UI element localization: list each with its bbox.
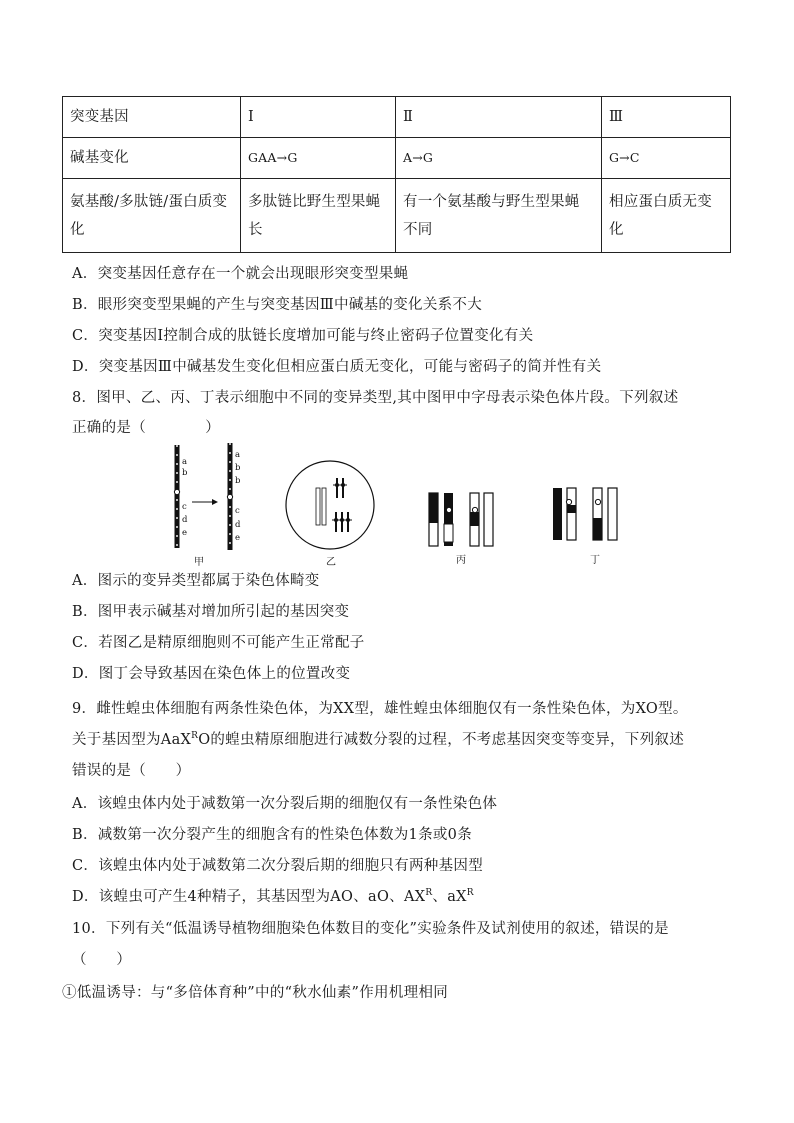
q7-option-b: B．眼形突变型果蝇的产生与突变基因Ⅲ中碱基的变化关系不大: [72, 297, 483, 313]
q10-item-1: ①低温诱导：与“多倍体育种”中的“秋水仙素”作用机理相同: [62, 985, 449, 1001]
q7-option-d: D．突变基因Ⅲ中碱基发生变化但相应蛋白质无变化，可能与密码子的简并性有关: [72, 359, 602, 375]
q9-option-a: A．该蝗虫体内处于减数第一次分裂后期的细胞仅有一条性染色体: [72, 796, 498, 812]
chromosomes-bing: [429, 493, 493, 546]
q7-option-c: C．突变基因Ⅰ控制合成的肽链长度增加可能与终止密码子位置变化有关: [72, 328, 534, 344]
table-cell: A→G: [396, 138, 602, 179]
chrom2-letter: a: [235, 450, 241, 460]
chromosome-jia-before: [174, 445, 179, 548]
mutation-table: [62, 96, 731, 253]
chrom2-letter: d: [235, 520, 241, 530]
table-cell: 氨基酸/多肽链/蛋白质变化: [63, 179, 241, 253]
chrom2-letter: e: [235, 533, 241, 543]
table-row: [63, 138, 731, 179]
q8-stem: 8．图甲、乙、丙、丁表示细胞中不同的变异类型,其中图甲中字母表示染色体片段。下列叙述: [72, 390, 679, 406]
q8-option-c: C．若图乙是精原细胞则不可能产生正常配子: [72, 635, 365, 651]
q9-stem-end: 错误的是（ ）: [72, 763, 191, 779]
q9-superscript: R: [425, 888, 433, 898]
table-cell: 碱基变化: [63, 138, 241, 179]
chrom2-letter: b: [235, 463, 241, 473]
table-cell: G→C: [602, 138, 731, 179]
q10-stem: 10．下列有关“低温诱导植物细胞染色体数目的变化”实验条件及试剂使用的叙述，错误的是: [72, 921, 669, 937]
label-bing: 丙: [456, 555, 466, 566]
cell-yi: [286, 461, 374, 549]
chrom2-letter: b: [235, 476, 241, 486]
q9-text: 、aX: [432, 889, 467, 905]
q9-option-c: C．该蝗虫体内处于减数第二次分裂后期的细胞只有两种基因型: [72, 858, 483, 874]
table-row: [63, 97, 731, 138]
q8-stem-cont: 正确的是（ ）: [72, 420, 220, 436]
q10-stem-cont: （ ）: [72, 952, 132, 968]
q8-option-a: A．图示的变异类型都属于染色体畸变: [72, 573, 320, 589]
chrom1-letter: b: [182, 468, 188, 478]
q9-text: 关于基因型为AaX: [72, 732, 192, 748]
table-cell: 突变基因: [63, 97, 241, 138]
chrom1-letter: c: [182, 502, 187, 512]
chromosomes-ding: [553, 488, 617, 540]
chrom1-letter: e: [182, 528, 188, 538]
chrom2-letter: c: [235, 506, 240, 516]
chrom1-letter: d: [182, 515, 188, 525]
q7-option-a: A．突变基因任意存在一个就会出现眼形突变型果蝇: [72, 266, 409, 282]
q9-option-d: [72, 885, 474, 906]
label-ding: 丁: [590, 555, 600, 566]
q8-option-d: D．图丁会导致基因在染色体上的位置改变: [72, 666, 351, 682]
q9-stem-cont: [72, 728, 684, 749]
arrow-icon: [192, 499, 218, 505]
q9-stem: 9．雌性蝗虫体细胞有两条性染色体，为XX型，雄性蝗虫体细胞仅有一条性染色体，为XO型。: [72, 701, 688, 717]
table-cell: 多肽链比野生型果蝇长: [241, 179, 396, 253]
table-row: [63, 179, 731, 253]
q9-superscript: R: [466, 888, 474, 898]
table-cell: GAA→G: [241, 138, 396, 179]
table-cell: 有一个氨基酸与野生型果蝇不同: [396, 179, 602, 253]
label-yi: 乙: [326, 557, 336, 568]
q9-superscript: R: [191, 731, 199, 741]
q9-text: O的蝗虫精原细胞进行减数分裂的过程，不考虑基因突变等变异，下列叙述: [198, 732, 685, 748]
table-cell: Ⅲ: [602, 97, 731, 138]
q9-text: D．该蝗虫可产生4种精子，其基因型为AO、aO、AX: [72, 889, 426, 905]
label-jia: 甲: [194, 557, 204, 568]
chrom1-letter: a: [182, 457, 188, 467]
q8-option-b: B．图甲表示碱基对增加所引起的基因突变: [72, 604, 350, 620]
q9-option-b: B．减数第一次分裂产生的细胞含有的性染色体数为1条或0条: [72, 827, 473, 843]
variation-figure: [150, 440, 650, 570]
table-cell: Ⅱ: [396, 97, 602, 138]
chromosome-jia-after: [227, 443, 232, 550]
table-cell: 相应蛋白质无变化: [602, 179, 731, 253]
table-cell: Ⅰ: [241, 97, 396, 138]
